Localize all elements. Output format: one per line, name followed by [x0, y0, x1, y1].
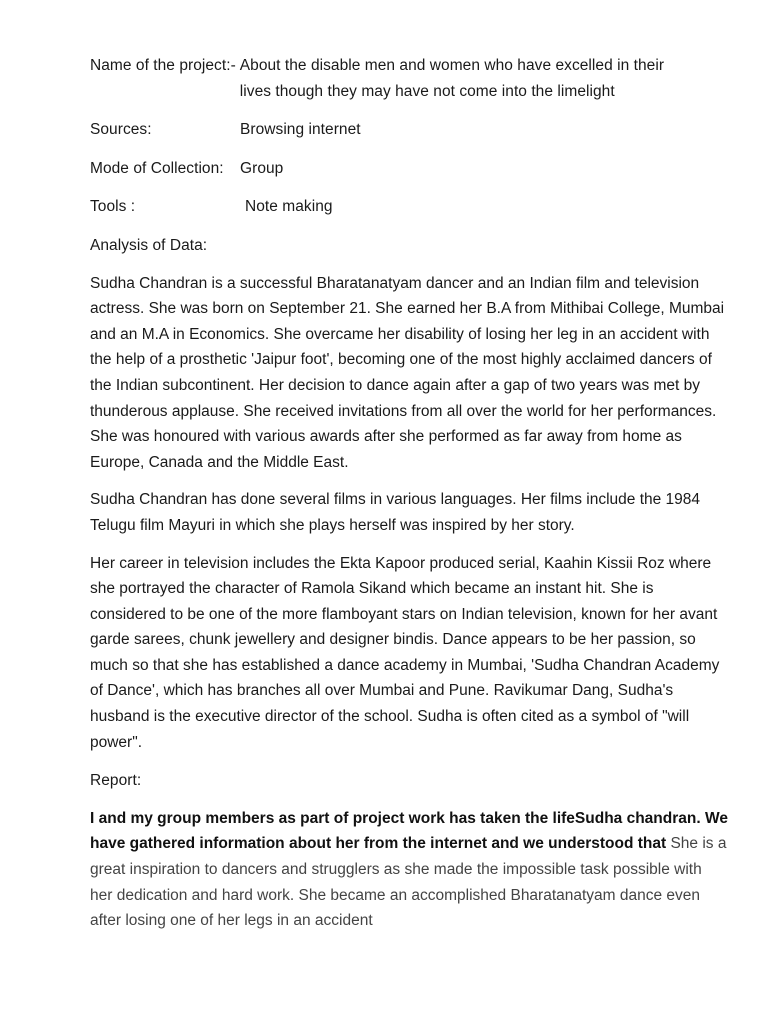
- mode-of-collection-value: Group: [240, 159, 284, 177]
- project-name-field: [90, 53, 728, 104]
- tools-field: [90, 194, 728, 220]
- sources-field: [90, 117, 728, 143]
- project-name-value-line1: About the disable men and women who have excelled in their: [239, 57, 665, 74]
- analysis-paragraph-3: Her career in television includes the Ekta Kapoor produced serial, Kaahin Kissii Roz where she portrayed the character of Ramola Sikand which became an instant hit. She is considered to be one of the more flamboyant stars on Indian television, known for her avant garde sarees, chunk jewellery and designer bindis. Dance appears to be her passion, so much so that she has established a dance academy in Mumbai, 'Sudha Chandran Academy of Dance', which has branches all over Mumbai and Pune. Ravikumar Dang, Sudha's husband is the executive director of the school. Sudha is often cited as a symbol of "will power".: [90, 554, 720, 751]
- analysis-paragraph-1: Sudha Chandran is a successful Bharatanatyam dancer and an Indian film and television actress. She was born on September 21. She earned her B.A from Mithibai College, Mumbai and an M.A in Economics. She overcame her disability of losing her leg in an accident with the help of a prosthetic 'Jaipur foot', becoming one of the most highly acclaimed dancers of the Indian subcontinent. Her decision to dance again after a gap of two years was met by thunderous applause. She received invitations from all over the world for her performances. She was honoured with various awards after she performed as far away from home as Europe, Canada and the Middle East.: [90, 274, 725, 471]
- project-name-label: Name of the project:-: [90, 57, 236, 74]
- tools-value: Note making: [245, 198, 333, 216]
- report-normal-text: She is a great inspiration to dancers and strugglers as she made the impossible task possible with her dedication and hard work. She became an accomplished Bharatanatyam dance even after losing one of her legs in an accident: [90, 835, 727, 930]
- report-bold-text: I and my group members as part of project work has taken the lifeSudha chandran. We have gathered information about her from the internet and we understood that: [90, 809, 728, 853]
- analysis-paragraph-2: Sudha Chandran has done several films in various languages. Her films include the 1984 Telugu film Mayuri in which she plays herself was inspired by her story.: [90, 491, 701, 534]
- project-name-value-line2: lives though they may have not come into the limelight: [239, 82, 615, 100]
- project-name-value: [236, 53, 728, 104]
- mode-of-collection-label: Mode of Collection:: [90, 159, 224, 177]
- report-heading: Report:: [90, 772, 142, 790]
- tools-label: Tools :: [90, 198, 136, 216]
- sources-label: Sources:: [90, 121, 152, 139]
- analysis-heading: Analysis of Data:: [90, 236, 208, 254]
- sources-value: Browsing internet: [240, 121, 361, 139]
- report-paragraph: [90, 806, 728, 934]
- mode-of-collection-field: [90, 156, 728, 182]
